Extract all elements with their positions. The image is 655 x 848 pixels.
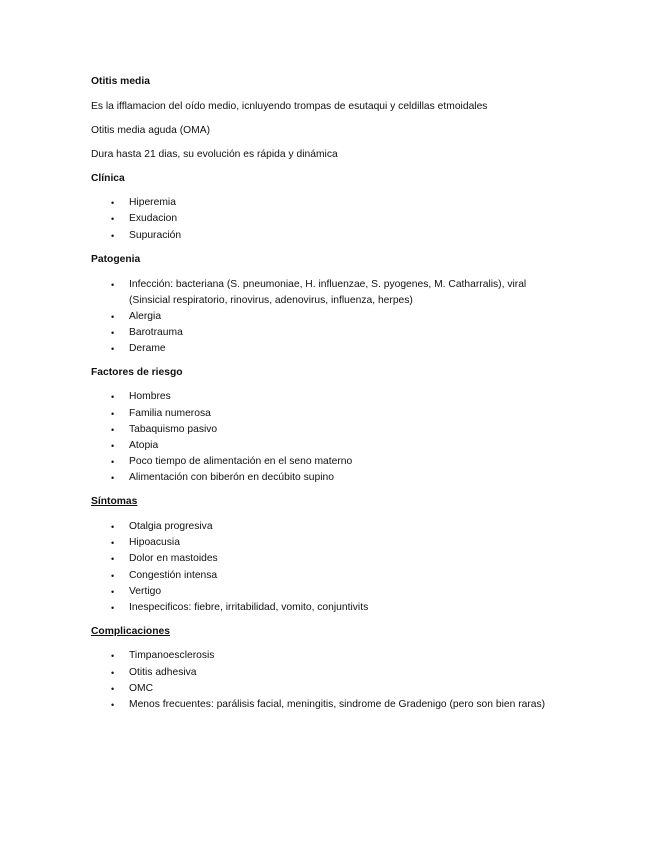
bullet-icon: • [111,571,115,581]
list-item: Dolor en mastoides [129,553,218,564]
list-item: Timpanoesclerosis [129,650,215,661]
list-item: Otitis adhesiva [129,667,197,678]
list-item: Hipoacusia [129,537,180,548]
bullet-icon: • [111,700,115,710]
intro-paragraph: Es la ifflamacion del oído medio, icnluyendo trompas de esutaqui y celdillas etmoidales [91,101,488,112]
bullet-icon: • [111,684,115,694]
sintomas-heading: Síntomas [91,496,138,507]
list-item: Familia numerosa [129,408,211,419]
list-item: Alergia [129,311,162,322]
bullet-icon: • [111,425,115,435]
list-item: Supuración [129,230,182,241]
list-item: Infección: bacteriana (S. pneumoniae, H. influenzae, S. pyogenes, M. Catharralis), viral (Sinsicial respiratorio, rinovirus, adenovirus, influenza, herpes) [129,279,527,306]
clinica-heading: Clínica [91,173,125,184]
list-item: Otalgia progresiva [129,521,213,532]
list-item: Poco tiempo de alimentación en el seno materno [129,456,353,467]
list-item: Atopia [129,440,159,451]
list-item: OMC [129,683,154,694]
list-item: Hombres [129,391,171,402]
bullet-icon: • [111,538,115,548]
bullet-icon: • [111,214,115,224]
list-item: Menos frecuentes: parálisis facial, meningitis, sindrome de Gradenigo (pero son bien raras) [129,699,546,710]
bullet-icon: • [111,554,115,564]
factores-heading: Factores de riesgo [91,367,183,378]
bullet-icon: • [111,603,115,613]
patogenia-heading: Patogenia [91,254,141,265]
bullet-icon: • [111,312,115,322]
bullet-icon: • [111,457,115,467]
bullet-icon: • [111,392,115,402]
bullet-icon: • [111,668,115,678]
list-item: Inespecificos: fiebre, irritabilidad, vomito, conjuntivits [129,602,369,613]
list-item: Derame [129,343,166,354]
bullet-icon: • [111,198,115,208]
list-item: Barotrauma [129,327,183,338]
oma-paragraph: Otitis media aguda (OMA) [91,125,211,136]
list-item: Hiperemia [129,197,176,208]
list-item: Congestión intensa [129,570,218,581]
bullet-icon: • [111,328,115,338]
bullet-icon: • [111,409,115,419]
list-item: Alimentación con biberón en decúbito supino [129,472,334,483]
bullet-icon: • [111,441,115,451]
duration-paragraph: Dura hasta 21 dias, su evolución es rápida y dinámica [91,149,338,160]
bullet-icon: • [111,280,115,290]
bullet-icon: • [111,473,115,483]
bullet-icon: • [111,651,115,661]
bullet-icon: • [111,231,115,241]
list-item: Vertigo [129,586,162,597]
list-item: Exudacion [129,213,178,224]
bullet-icon: • [111,522,115,532]
complicaciones-heading: Complicaciones [91,626,170,637]
bullet-icon: • [111,344,115,354]
bullet-icon: • [111,587,115,597]
document-title: Otitis media [91,76,150,87]
list-item: Tabaquismo pasivo [129,424,218,435]
